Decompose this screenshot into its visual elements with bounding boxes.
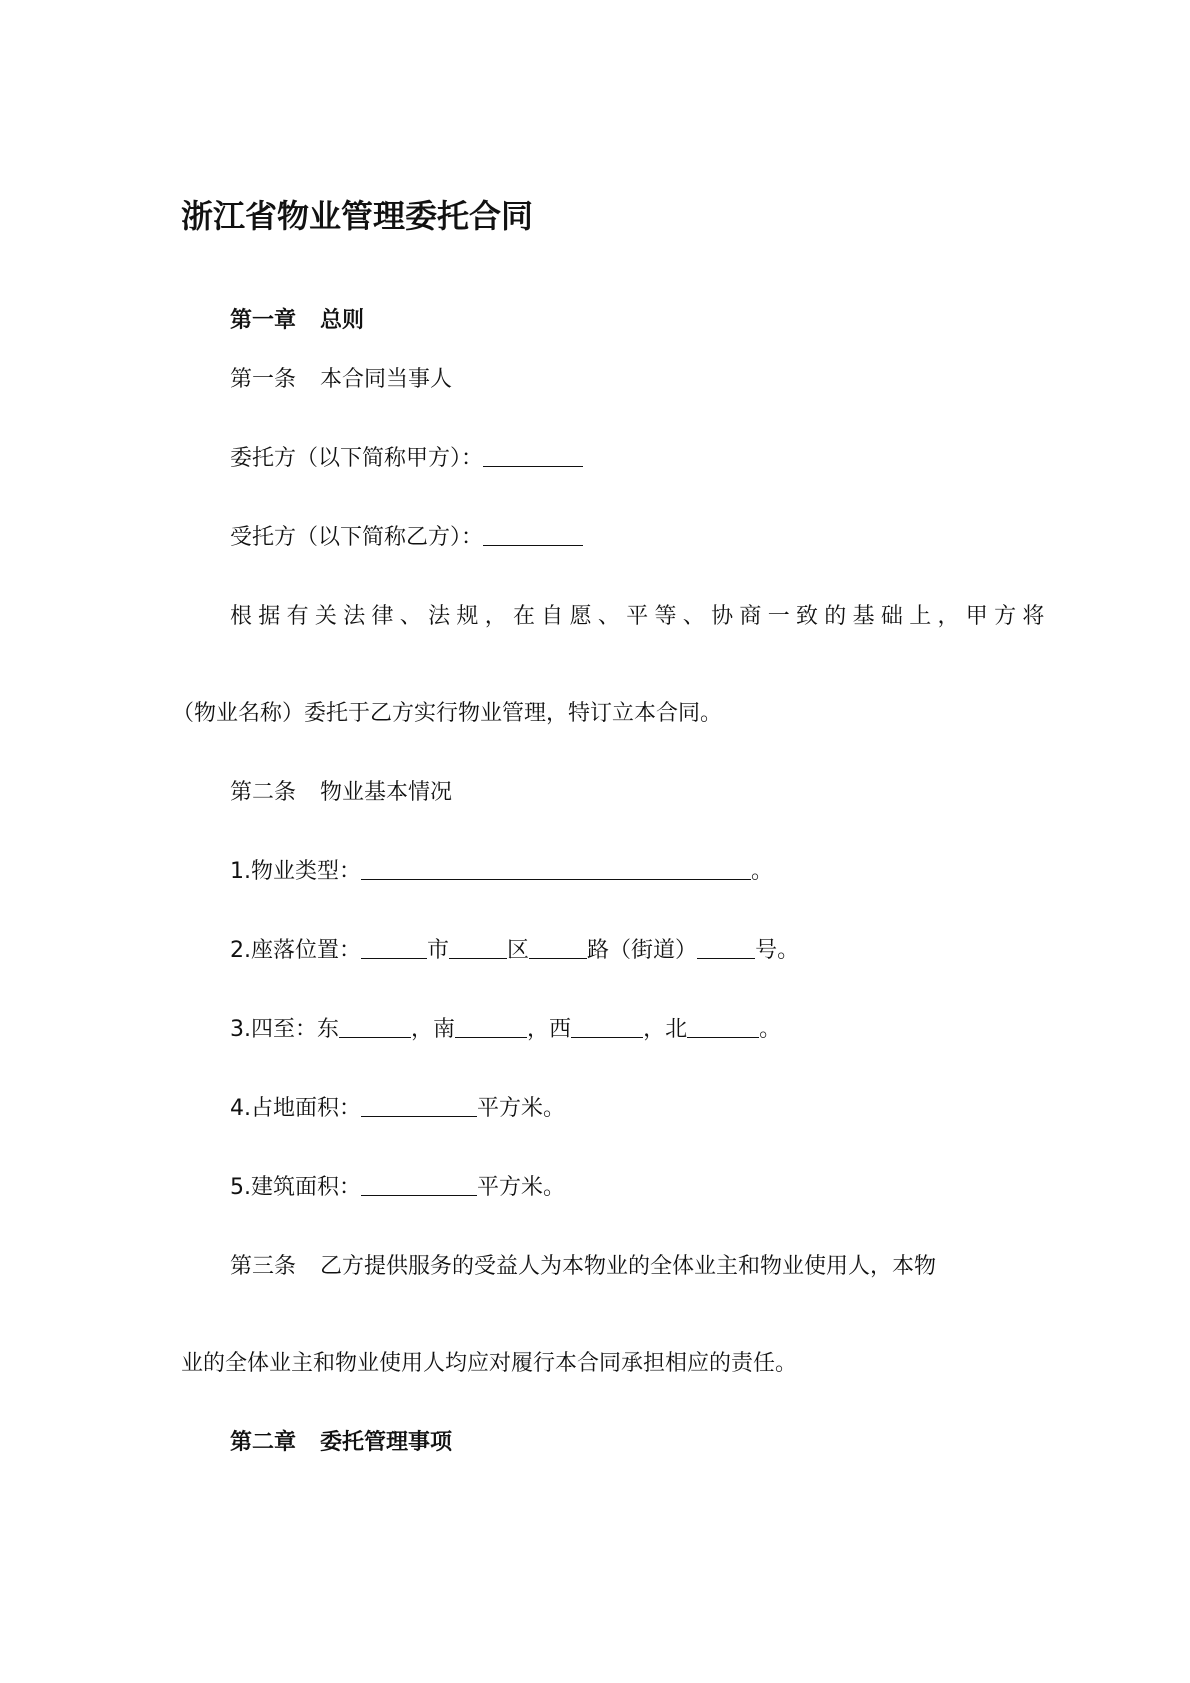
party-b-line: [230, 523, 583, 553]
item-location: [230, 936, 799, 966]
building-area-blank: [361, 1173, 477, 1196]
east-blank: [339, 1015, 411, 1038]
west-blank: [571, 1015, 643, 1038]
chapter-1-heading: [230, 306, 364, 336]
item-building-area: [230, 1173, 565, 1203]
item-end: 。: [759, 1017, 782, 1042]
item-number: 4.: [230, 1096, 251, 1121]
item-number: 2.: [230, 938, 251, 963]
road-label: 路（街道）: [587, 938, 698, 963]
unit-label: 平方米。: [477, 1175, 566, 1200]
road-blank: [529, 936, 587, 959]
city-label: 市: [427, 938, 450, 963]
document-title: 浙江省物业管理委托合同: [181, 197, 534, 235]
item-label: 建筑面积：: [251, 1175, 362, 1200]
land-area-blank: [361, 1094, 477, 1117]
district-blank: [449, 936, 507, 959]
chapter-1-number: 第一章: [230, 308, 297, 333]
party-a-line: [230, 444, 583, 474]
east-label: 东: [317, 1017, 340, 1042]
article-1-number: 第一条: [230, 367, 297, 392]
number-label: 号。: [755, 938, 800, 963]
party-a-label: 委托方（以下简称甲方）：: [230, 446, 484, 471]
city-blank: [361, 936, 427, 959]
item-boundaries: [230, 1015, 781, 1045]
article-1-heading: [230, 365, 452, 395]
item-end: 。: [751, 859, 774, 884]
item-number: 1.: [230, 859, 251, 884]
chapter-2-heading: [230, 1428, 452, 1458]
article-2-heading: [230, 778, 452, 808]
south-blank: [455, 1015, 527, 1038]
basis-paragraph-line-1: 根据有关法律、法规，在自愿、平等、协商一致的基础上，甲方将: [230, 604, 1051, 629]
item-land-area: [230, 1094, 565, 1124]
party-b-blank: [483, 523, 583, 546]
item-number: 3.: [230, 1017, 251, 1042]
article-3-line-2: 业的全体业主和物业使用人均应对履行本合同承担相应的责任。: [181, 1351, 798, 1376]
north-blank: [687, 1015, 759, 1038]
article-2-name: 物业基本情况: [320, 780, 453, 805]
item-label: 四至：: [251, 1017, 318, 1042]
party-b-label: 受托方（以下简称乙方）：: [230, 525, 484, 550]
article-3-line-1: [230, 1252, 936, 1282]
item-label: 物业类型：: [251, 859, 362, 884]
chapter-2-name: 委托管理事项: [320, 1430, 453, 1455]
west-label: ，西: [527, 1017, 572, 1042]
south-label: ，南: [411, 1017, 456, 1042]
article-3-number: 第三条: [230, 1254, 297, 1279]
item-label: 占地面积：: [251, 1096, 362, 1121]
article-2-number: 第二条: [230, 780, 297, 805]
basis-paragraph-line-2: （物业名称）委托于乙方实行物业管理，特订立本合同。: [172, 701, 723, 726]
property-type-blank: [361, 857, 751, 880]
chapter-2-number: 第二章: [230, 1430, 297, 1455]
chapter-1-name: 总则: [320, 308, 365, 333]
north-label: ，北: [643, 1017, 688, 1042]
item-property-type: [230, 857, 773, 887]
unit-label: 平方米。: [477, 1096, 566, 1121]
district-label: 区: [507, 938, 530, 963]
item-number: 5.: [230, 1175, 251, 1200]
article-3-text: 乙方提供服务的受益人为本物业的全体业主和物业使用人，本物: [320, 1254, 937, 1279]
number-blank: [697, 936, 755, 959]
item-label: 座落位置：: [251, 938, 362, 963]
article-1-name: 本合同当事人: [320, 367, 453, 392]
party-a-blank: [483, 444, 583, 467]
